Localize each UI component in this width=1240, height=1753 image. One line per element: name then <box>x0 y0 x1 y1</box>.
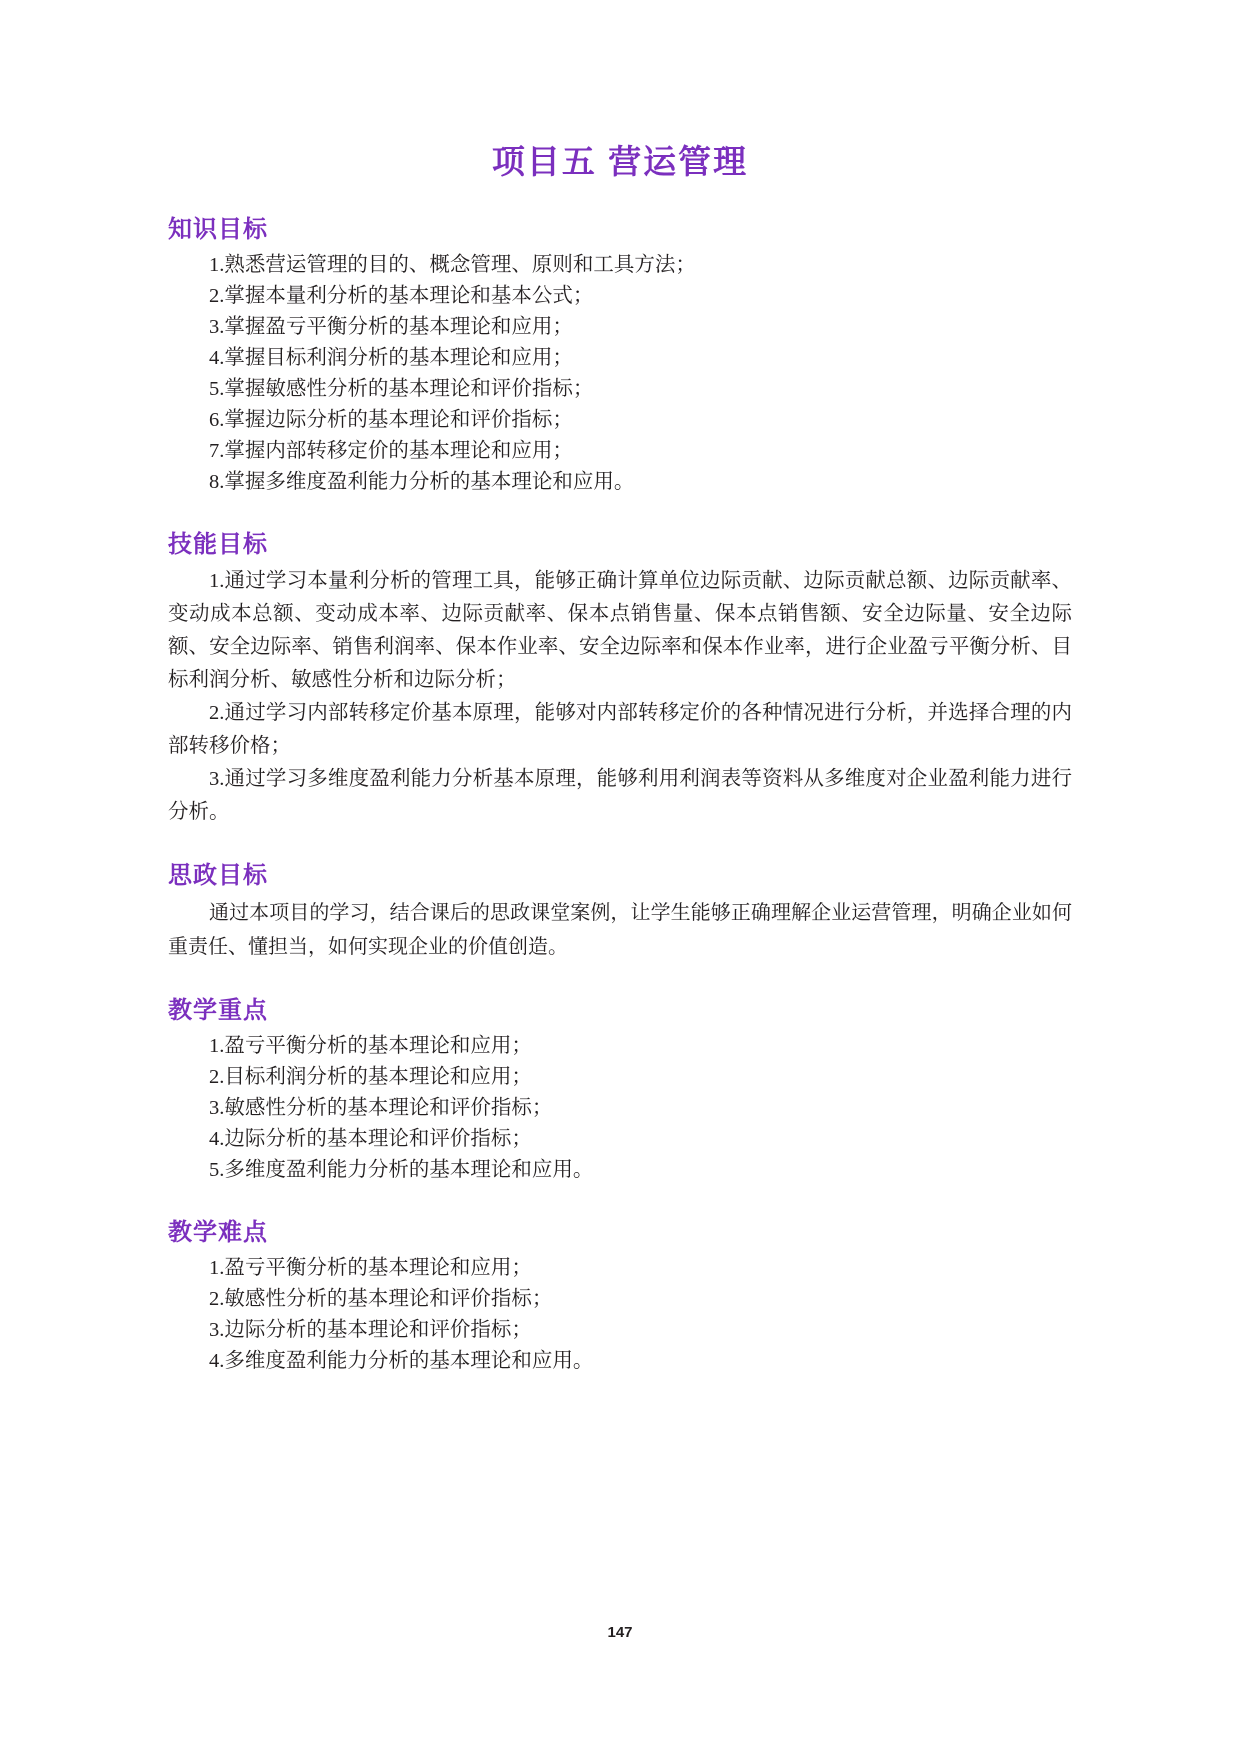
section-heading-teaching-focus: 教学重点 <box>168 997 268 1024</box>
section-knowledge-objectives <box>168 209 1072 498</box>
section-ideological-objectives <box>168 855 1072 964</box>
paragraph: 3.通过学习多维度盈利能力分析基本原理，能够利用利润表等资料从多维度对企业盈利能力进行分析。 <box>168 768 1072 823</box>
list-item: 6.掌握边际分析的基本理论和评价指标； <box>209 409 573 431</box>
paragraph: 1.通过学习本量利分析的管理工具，能够正确计算单位边际贡献、边际贡献总额、边际贡献率、变动成本总额、变动成本率、边际贡献率、保本点销售量、保本点销售额、安全边际量、安全边际额、安全边际率、销售利润率、保本作业率、安全边际率和保本作业率，进行企业盈亏平衡分析、目标利润分析、敏感性分析和边际分析； <box>168 570 1072 691</box>
section-heading-ideological-objectives: 思政目标 <box>168 862 268 889</box>
list-teaching-focus <box>168 1031 1072 1186</box>
paragraph: 通过本项目的学习，结合课后的思政课堂案例，让学生能够正确理解企业运营管理，明确企业如何重责任、懂担当，如何实现企业的价值创造。 <box>168 902 1072 958</box>
page-title: 项目五 营运管理 <box>491 143 749 180</box>
list-item: 2.目标利润分析的基本理论和应用； <box>209 1066 532 1088</box>
list-item: 4.掌握目标利润分析的基本理论和应用； <box>209 347 573 369</box>
list-item: 3.边际分析的基本理论和评价指标； <box>209 1319 532 1341</box>
list-teaching-difficulties <box>168 1253 1072 1377</box>
list-item: 2.掌握本量利分析的基本理论和基本公式； <box>209 285 594 307</box>
list-item: 4.边际分析的基本理论和评价指标； <box>209 1128 532 1150</box>
list-item: 1.盈亏平衡分析的基本理论和应用； <box>209 1257 532 1279</box>
list-item: 7.掌握内部转移定价的基本理论和应用； <box>209 440 573 462</box>
list-item: 3.掌握盈亏平衡分析的基本理论和应用； <box>209 316 573 338</box>
section-heading-skill-objectives: 技能目标 <box>168 531 268 558</box>
list-item: 4.多维度盈利能力分析的基本理论和应用。 <box>209 1350 594 1372</box>
section-heading-knowledge-objectives: 知识目标 <box>168 216 268 243</box>
section-heading-teaching-difficulties: 教学难点 <box>168 1219 268 1246</box>
list-item: 3.敏感性分析的基本理论和评价指标； <box>209 1097 553 1119</box>
list-item: 2.敏感性分析的基本理论和评价指标； <box>209 1288 553 1310</box>
list-item: 1.盈亏平衡分析的基本理论和应用； <box>209 1035 532 1057</box>
list-knowledge-objectives <box>168 250 1072 498</box>
page-number: 147 <box>607 1624 633 1641</box>
list-item: 5.掌握敏感性分析的基本理论和评价指标； <box>209 378 594 400</box>
paragraph: 2.通过学习内部转移定价基本原理，能够对内部转移定价的各种情况进行分析，并选择合理的内部转移价格； <box>168 702 1072 757</box>
list-item: 8.掌握多维度盈利能力分析的基本理论和应用。 <box>209 471 635 493</box>
list-item: 5.多维度盈利能力分析的基本理论和应用。 <box>209 1159 594 1181</box>
list-item: 1.熟悉营运管理的目的、概念管理、原则和工具方法； <box>209 254 696 276</box>
section-teaching-focus <box>168 990 1072 1186</box>
section-skill-objectives <box>168 524 1072 829</box>
section-teaching-difficulties <box>168 1212 1072 1377</box>
